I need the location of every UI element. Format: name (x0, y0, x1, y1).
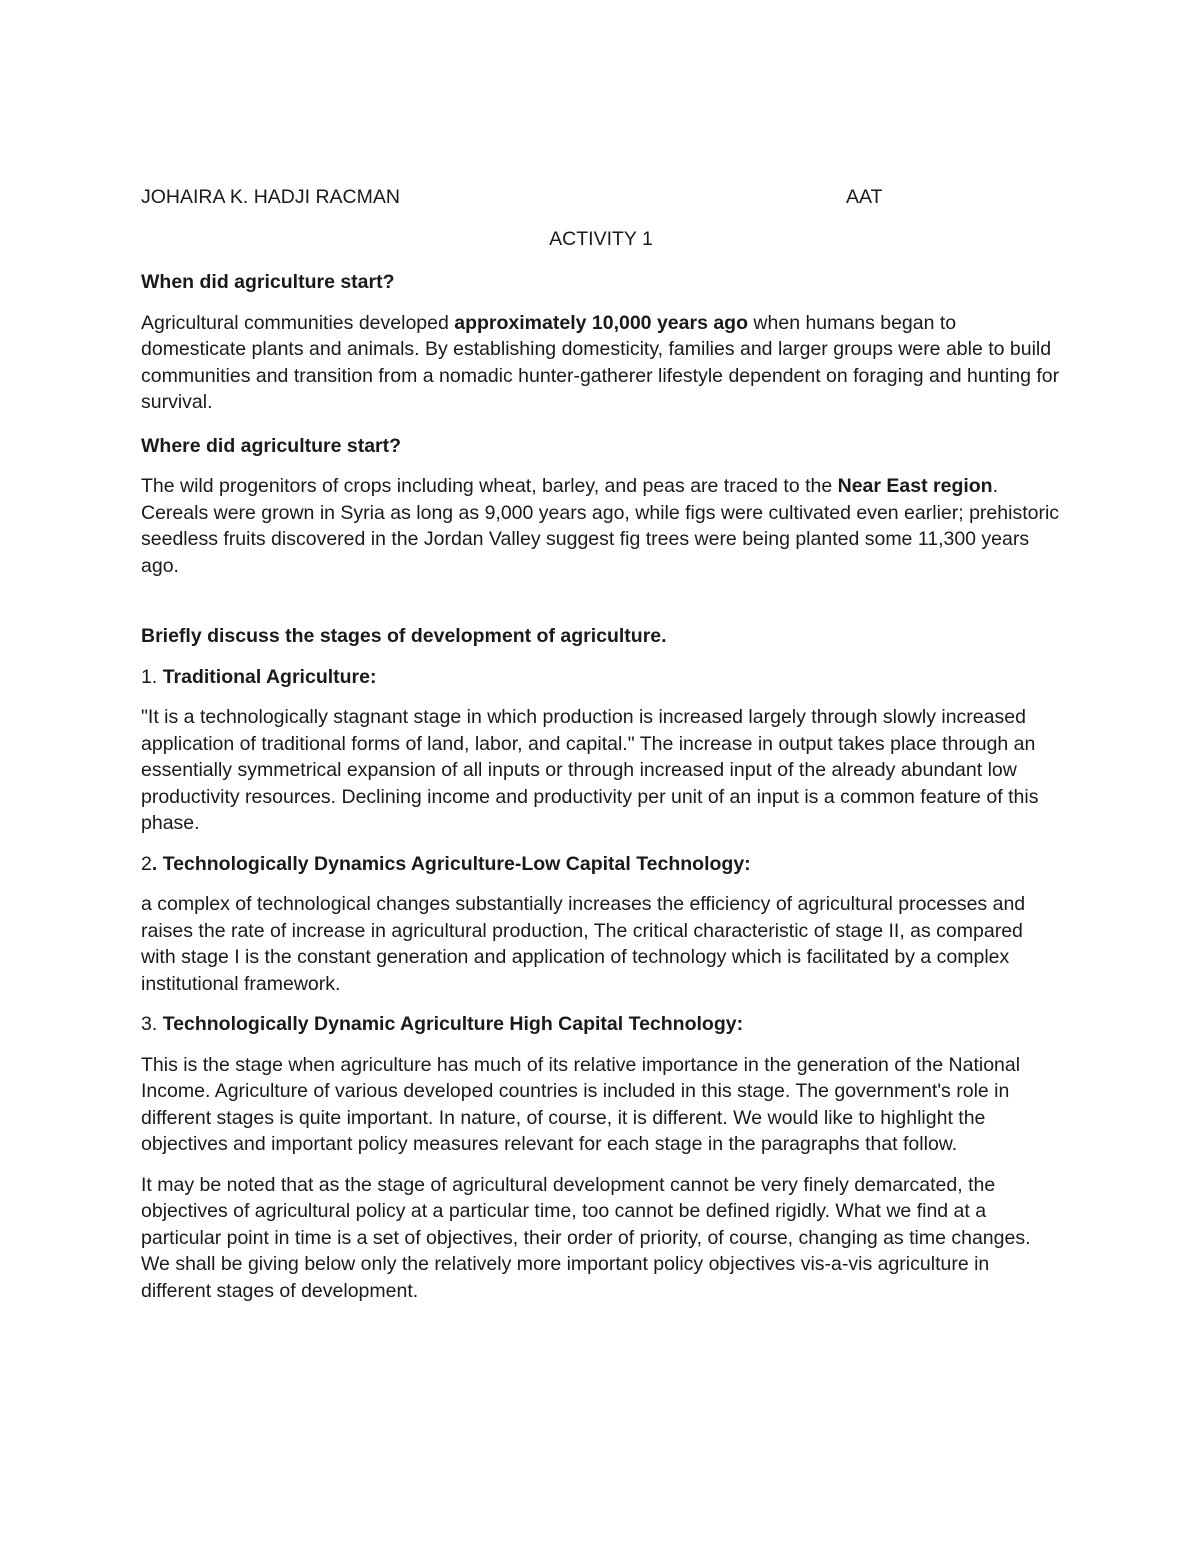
stage-3-text: This is the stage when agriculture has much of its relative importance in the generation of the National Income. Agriculture of various developed countries is included in this stage. The government's role in different stages is quite important. In nature, of course, it is different. We would like to highlight the objectives and important policy measures relevant for each stage in the paragraphs that follow. (141, 1053, 1021, 1155)
answer-where-text-1: The wild progenitors of crops including wheat, barley, and peas are traced to the (141, 475, 838, 497)
closing-paragraph: It may be noted that as the stage of agricultural development cannot be very finely demarcated, the objectives of agricultural policy at a particular time, too cannot be defined rigidly. What we find at a particular point in time is a set of objectives, their order of priority, of course, changing as time changes. We shall be giving below only the relatively more important policy objectives vis-a-vis agriculture in different stages of development. (141, 1173, 1031, 1302)
answer-when-text-1: Agricultural communities developed (141, 311, 455, 334)
stage-2-heading (141, 851, 1061, 878)
question-when: When did agriculture start? (141, 271, 395, 293)
header-row (141, 184, 1061, 210)
stage-1-text: "It is a technologically stagnant stage in which production is increased largely through slowly increased application of traditional forms of land, labor, and capital." The increase in output takes place through an essentially symmetrical expansion of all inputs or through increased input of the already abundant low productivity resources. Declining income and productivity per unit of an input is a common feature of this phase. (141, 706, 1039, 834)
stage-3-title: Technologically Dynamic Agriculture High Capital Technology: (162, 1013, 744, 1035)
stage-3-number: 3. (141, 1013, 163, 1035)
answer-where (141, 473, 1061, 579)
course-code: AAT (846, 186, 883, 208)
document-body (141, 184, 1061, 1304)
question-stages: Briefly discuss the stages of development of agriculture. (141, 625, 667, 647)
answer-where-text-2: . Cereals were grown in Syria as long as 9,000 years ago, while figs were cultivated even earlier; prehistoric seedless fruits discovered in the Jordan Valley suggest fig trees were being planted some 11,300 years ago. (141, 475, 1060, 577)
answer-when-text-2: when humans began to domesticate plants and animals. By establishing domesticity, families and larger groups were able to build communities and transition from a nomadic hunter-gatherer lifestyle dependent on foraging and hunting for survival. (141, 311, 1060, 413)
activity-title: ACTIVITY 1 (549, 228, 653, 250)
stage-1-heading (141, 664, 1061, 691)
answer-when-emphasis: approximately 10,000 years ago (454, 311, 748, 334)
stage-1-title: Traditional Agriculture: (162, 665, 377, 688)
spacer (141, 579, 1061, 623)
stage-2-number: 2 (141, 852, 152, 875)
answer-when (141, 310, 1061, 416)
stage-1-number: 1. (141, 665, 163, 688)
stage-3-heading (141, 1011, 1061, 1038)
author-name: JOHAIRA K. HADJI RACMAN (141, 186, 400, 208)
answer-where-emphasis: Near East region (837, 475, 993, 497)
question-where: Where did agriculture start? (141, 434, 402, 457)
stage-2-text: a complex of technological changes substantially increases the efficiency of agricultural processes and raises the rate of increase in agricultural production, The critical characteristic of stage II, as compared with stage I is the constant generation and application of technology which is facilitated by a complex institutional framework. (141, 893, 1026, 995)
stage-2-title: . Technologically Dynamics Agriculture-Low Capital Technology: (151, 852, 751, 875)
